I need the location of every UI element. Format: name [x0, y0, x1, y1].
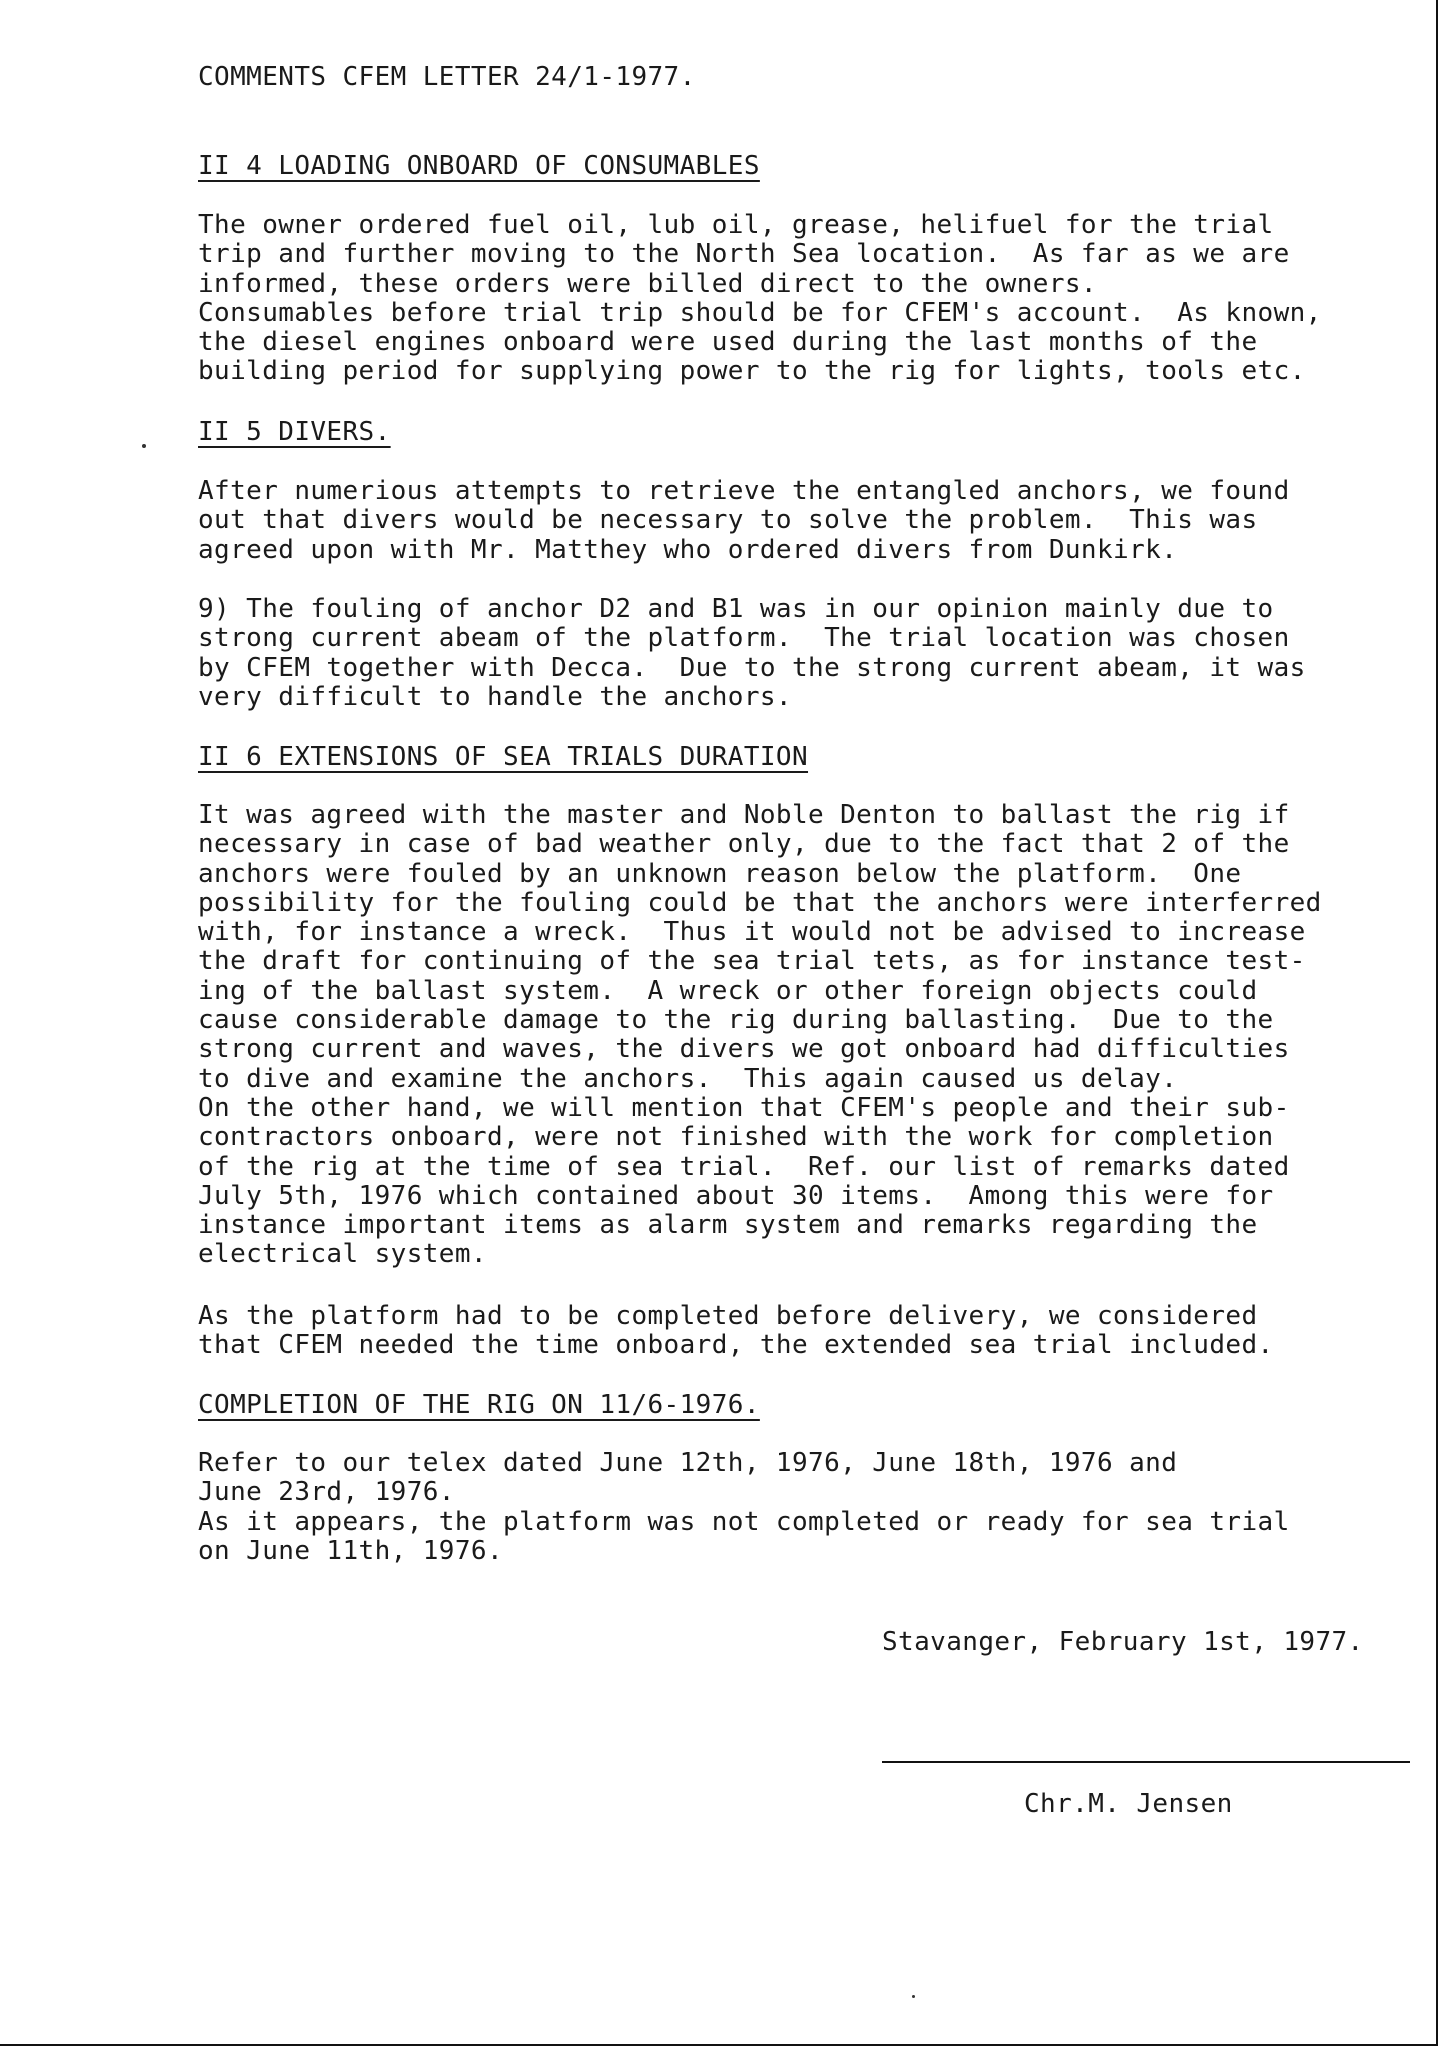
- text-line: Consumables before trial trip should be for CFEM's account. As known,: [198, 297, 1322, 328]
- scan-speck: [912, 1995, 915, 1998]
- paragraph-completion-before-delivery: [198, 1302, 1428, 1361]
- text-line: informed, these orders were billed direct to the owners.: [198, 268, 1097, 299]
- place-and-date: Stavanger, February 1st, 1977.: [882, 1627, 1364, 1657]
- text-line: possibility for the fouling could be that the anchors were interferred: [198, 887, 1322, 918]
- text-line: agreed upon with Mr. Matthey who ordered divers from Dunkirk.: [198, 534, 1178, 565]
- text-line: June 23rd, 1976.: [198, 1477, 455, 1508]
- text-line: on June 11th, 1976.: [198, 1535, 504, 1566]
- text-line: very difficult to handle the anchors.: [198, 681, 792, 712]
- text-line: that CFEM needed the time onboard, the extended sea trial included.: [198, 1330, 1274, 1361]
- text-line: the draft for continuing of the sea trial tets, as for instance test-: [198, 946, 1306, 977]
- text-line: anchors were fouled by an unknown reason below the platform. One: [198, 858, 1242, 889]
- text-line: As the platform had to be completed before delivery, we considered: [198, 1301, 1258, 1331]
- text-line: electrical system.: [198, 1239, 487, 1270]
- section-heading-loading-consumables: II 4 LOADING ONBOARD OF CONSUMABLES: [198, 151, 760, 181]
- section-heading-divers: II 5 DIVERS.: [198, 417, 391, 447]
- text-line: Refer to our telex dated June 12th, 1976, June 18th, 1976 and: [198, 1448, 1178, 1478]
- text-line: out that divers would be necessary to solve the problem. This was: [198, 505, 1258, 536]
- paragraph-anchor-fouling: [198, 595, 1428, 712]
- paragraph-divers: [198, 477, 1428, 565]
- text-line: strong current and waves, the divers we got onboard had difficulties: [198, 1034, 1290, 1065]
- text-line: As it appears, the platform was not completed or ready for sea trial: [198, 1506, 1290, 1537]
- text-line: of the rig at the time of sea trial. Ref. our list of remarks dated: [198, 1151, 1290, 1182]
- text-line: necessary in case of bad weather only, due to the fact that 2 of the: [198, 829, 1290, 860]
- text-line: July 5th, 1976 which contained about 30 items. Among this were for: [198, 1180, 1274, 1211]
- paragraph-consumables: [198, 211, 1428, 387]
- text-line: 9) The fouling of anchor D2 and B1 was in our opinion mainly due to: [198, 594, 1274, 624]
- text-line: building period for supplying power to the rig for lights, tools etc.: [198, 356, 1306, 387]
- text-line: with, for instance a wreck. Thus it would not be advised to increase: [198, 917, 1306, 948]
- text-line: The owner ordered fuel oil, lub oil, grease, helifuel for the trial: [198, 210, 1274, 240]
- paragraph-telex-reference: [198, 1449, 1428, 1566]
- text-line: It was agreed with the master and Noble Denton to ballast the rig if: [198, 800, 1290, 830]
- document-title: COMMENTS CFEM LETTER 24/1-1977.: [198, 62, 696, 92]
- text-line: instance important items as alarm system and remarks regarding the: [198, 1210, 1258, 1241]
- signature-line: [882, 1761, 1410, 1763]
- scan-speck: [142, 444, 146, 448]
- section-heading-extensions: II 6 EXTENSIONS OF SEA TRIALS DURATION: [198, 742, 809, 772]
- text-line: the diesel engines onboard were used during the last months of the: [198, 327, 1258, 358]
- signatory-name: Chr.M. Jensen: [1024, 1789, 1233, 1819]
- text-line: by CFEM together with Decca. Due to the strong current abeam, it was: [198, 652, 1306, 683]
- text-line: contractors onboard, were not finished with the work for completion: [198, 1122, 1274, 1153]
- section-heading-completion: COMPLETION OF THE RIG ON 11/6-1976.: [198, 1390, 760, 1420]
- text-line: ing of the ballast system. A wreck or other foreign objects could: [198, 975, 1258, 1006]
- text-line: After numerious attempts to retrieve the entangled anchors, we found: [198, 476, 1290, 506]
- text-line: strong current abeam of the platform. The trial location was chosen: [198, 623, 1290, 654]
- text-line: trip and further moving to the North Sea location. As far as we are: [198, 239, 1290, 270]
- text-line: On the other hand, we will mention that CFEM's people and their sub-: [198, 1092, 1290, 1123]
- text-line: cause considerable damage to the rig during ballasting. Due to the: [198, 1005, 1274, 1036]
- text-line: to dive and examine the anchors. This again caused us delay.: [198, 1063, 1178, 1094]
- paragraph-extensions: [198, 801, 1428, 1270]
